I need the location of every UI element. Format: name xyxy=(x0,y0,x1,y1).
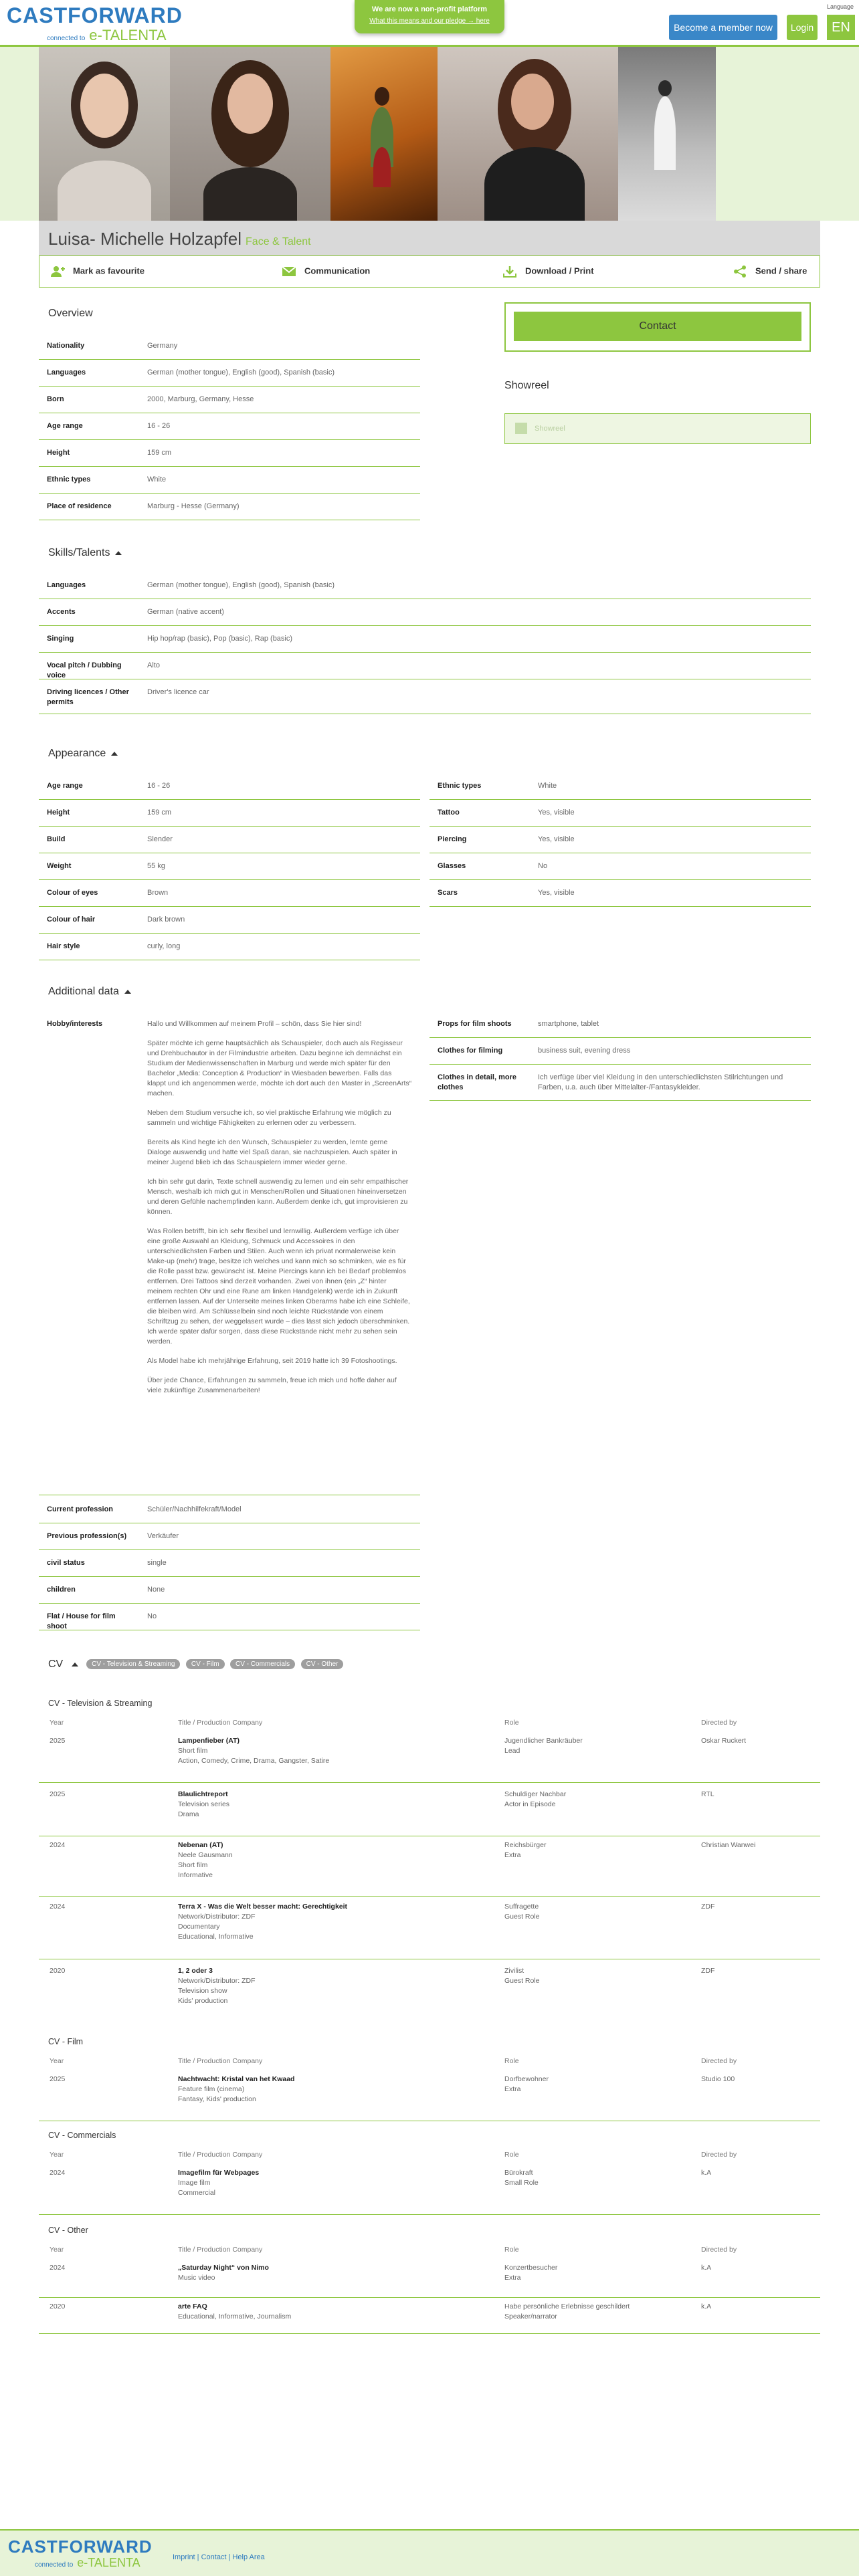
bio-paragraph: Hallo und Willkommen auf meinem Profil – schön, dass Sie hier sind! xyxy=(147,1020,362,1028)
row-value: 55 kg xyxy=(147,862,165,870)
row-key: civil status xyxy=(47,1559,85,1567)
row-key: Languages xyxy=(47,368,86,377)
appearance-row xyxy=(39,808,420,827)
cv-role: Jugendlicher Bankräuber xyxy=(504,1737,583,1745)
row-value: Brown xyxy=(147,889,169,897)
row-key: Colour of hair xyxy=(47,916,96,924)
overview-row xyxy=(39,421,420,440)
cv-director: k.A xyxy=(701,2302,712,2311)
profile-photo-3[interactable] xyxy=(330,47,438,221)
action-bar xyxy=(39,255,820,288)
row-value: business suit, evening dress xyxy=(538,1047,631,1055)
appearance-row xyxy=(39,781,420,800)
row-value: smartphone, tablet xyxy=(538,1020,599,1028)
row-key: Clothes in detail, more clothes xyxy=(438,1073,516,1091)
row-key: Accents xyxy=(47,608,76,616)
cv-director: Studio 100 xyxy=(701,2075,735,2083)
col-role: Role xyxy=(504,2151,519,2159)
additional-row xyxy=(430,1019,811,1038)
cv-year: 2025 xyxy=(50,2075,66,2083)
profile-name-text: Luisa- Michelle Holzapfel xyxy=(48,229,242,249)
footer xyxy=(0,2529,859,2576)
overview-title: Overview xyxy=(48,308,93,319)
castforward-logo[interactable] xyxy=(7,4,183,44)
send-share-label: Send / share xyxy=(755,265,807,276)
cv-line: Music video xyxy=(178,2274,215,2282)
cv-entry xyxy=(39,2263,820,2298)
col-title: Title / Production Company xyxy=(178,2057,263,2065)
cv-director: k.A xyxy=(701,2264,712,2272)
cv-entry xyxy=(39,2074,820,2121)
logo-main-text: CASTFORWARD xyxy=(7,3,183,27)
profile-name xyxy=(48,229,311,249)
row-value: Yes, visible xyxy=(538,835,575,843)
cv-role: Habe persönliche Erlebnisse geschildert xyxy=(504,2302,630,2311)
row-key: Scars xyxy=(438,889,458,897)
cv-line: Neele Gausmann xyxy=(178,1851,233,1859)
row-value: Ich verfüge über viel Kleidung in den unterschiedlichsten Stilrichtungen und Farben, u.a. auch über Mittelalter-/Fantasykleider. xyxy=(538,1073,783,1091)
skills-toggle[interactable] xyxy=(48,547,122,559)
cv-entry xyxy=(39,2168,820,2215)
cv-line: Documentary xyxy=(178,1923,220,1931)
row-value: German (native accent) xyxy=(147,608,224,616)
row-key: Colour of eyes xyxy=(47,889,98,897)
footer-logo-connected: connected to xyxy=(35,2561,74,2569)
col-role: Role xyxy=(504,1719,519,1727)
row-value: 2000, Marburg, Germany, Hesse xyxy=(147,395,254,403)
cv-role-type: Guest Role xyxy=(504,1977,540,1985)
overview-row xyxy=(39,502,420,520)
cv-line: Drama xyxy=(178,1810,199,1818)
appearance-row xyxy=(430,861,811,880)
cv-role: Dorfbewohner xyxy=(504,2075,549,2083)
cv-title-text: 1, 2 oder 3 xyxy=(178,1967,213,1975)
cv-line: Television show xyxy=(178,1987,227,1995)
cv-year: 2024 xyxy=(50,1841,66,1849)
footer-logo-talenta: e-TALENTA xyxy=(77,2556,140,2569)
cv-year: 2020 xyxy=(50,1967,66,1975)
bio-paragraph: Später möchte ich gerne hauptsächlich als Schauspieler, doch auch als Regisseur und Drehbuchautor in der Filmindustrie arbeiten. Dazu beginne ich demnächst ein Studium der Medienwissenschaften in Marburg und werde mich später für den Bachelor „Media: Conception & Production“ in Wiesbaden bewerben. Falls das klappt und ich angenommen werde, möchte ich dort auch den Master in „ScreenArts“ machen. xyxy=(147,1039,412,1097)
cv-pill-television[interactable]: CV - Television & Streaming xyxy=(86,1659,180,1669)
row-key: Ethnic types xyxy=(47,475,91,484)
row-value: White xyxy=(147,475,167,484)
add-person-icon xyxy=(50,265,65,278)
cv-line: Educational, Informative, Journalism xyxy=(178,2313,292,2321)
hobbies-label: Hobby/interests xyxy=(47,1020,103,1028)
cv-title-text: Nebenan (AT) xyxy=(178,1841,223,1849)
cv-line: Informative xyxy=(178,1871,213,1879)
cv-line: Kids' production xyxy=(178,1997,228,2005)
caret-up-icon xyxy=(111,752,118,756)
row-key: Height xyxy=(47,809,70,817)
cv-role-type: Speaker/narrator xyxy=(504,2313,557,2321)
col-title: Title / Production Company xyxy=(178,2246,263,2254)
profile-photo-4[interactable] xyxy=(438,47,618,221)
film-icon xyxy=(514,422,528,435)
additional-row xyxy=(39,1531,420,1550)
cv-line: Television series xyxy=(178,1800,230,1808)
notice-link[interactable]: What this means and our pledge → here xyxy=(369,17,490,25)
row-value: 159 cm xyxy=(147,449,172,457)
bio-paragraph: Neben dem Studium versuche ich, so viel praktische Erfahrung wie möglich zu sammeln und wichtige Fähigkeiten zu erlernen oder zu verbessern. xyxy=(147,1109,391,1127)
row-key: Born xyxy=(47,395,64,403)
download-print-label: Download / Print xyxy=(525,265,594,276)
caret-up-icon[interactable] xyxy=(72,1662,78,1667)
row-value: single xyxy=(147,1559,167,1567)
appearance-title: Appearance xyxy=(48,748,106,759)
cv-director: ZDF xyxy=(701,1903,715,1911)
row-value: curly, long xyxy=(147,942,181,950)
row-value: 16 - 26 xyxy=(147,782,171,790)
appearance-row xyxy=(39,888,420,907)
row-key: Age range xyxy=(47,422,83,430)
overview-row xyxy=(39,475,420,494)
cv-year: 2024 xyxy=(50,2264,66,2272)
skills-row xyxy=(39,580,811,599)
communication-label: Communication xyxy=(304,265,371,276)
cv-line: Fantasy, Kids' production xyxy=(178,2095,256,2103)
caret-up-icon xyxy=(124,990,131,994)
row-key: Props for film shoots xyxy=(438,1020,512,1028)
profile-photo-5[interactable] xyxy=(618,47,716,221)
top-bar xyxy=(0,0,859,47)
appearance-row xyxy=(430,835,811,853)
additional-row xyxy=(39,1505,420,1523)
notice-title: We are now a non-profit platform xyxy=(371,5,488,13)
cv-section-title: CV - Commercials xyxy=(48,2131,116,2140)
row-key: Place of residence xyxy=(47,502,112,510)
share-icon xyxy=(733,265,747,278)
profile-photo-1[interactable] xyxy=(39,47,170,221)
row-value: None xyxy=(147,1586,165,1594)
language-label: Language xyxy=(827,3,854,10)
row-key: Age range xyxy=(47,782,83,790)
photo-gallery xyxy=(39,47,820,221)
overview-row xyxy=(39,368,420,387)
login-button[interactable]: Login xyxy=(787,15,818,40)
row-value: Slender xyxy=(147,835,173,843)
overview-row xyxy=(39,341,420,360)
cv-entry xyxy=(39,1902,820,1959)
logo-talenta-text: e-TALENTA xyxy=(89,27,167,43)
cv-role: Konzertbesucher xyxy=(504,2264,558,2272)
bio-paragraph: Bereits als Kind hegte ich den Wunsch, Schauspieler zu werden, lernte gerne Dialoge auswendig und hatte viel Spaß daran, sie nachzuspielen. Auch später in meiner Jugend blieb ich das Schauspielern immer wieder gerne. xyxy=(147,1138,397,1166)
col-year: Year xyxy=(50,2151,64,2159)
appearance-row xyxy=(430,781,811,800)
appearance-row xyxy=(39,915,420,934)
skills-row xyxy=(39,634,811,653)
language-select[interactable]: EN xyxy=(827,15,855,40)
skills-row xyxy=(39,687,811,714)
cv-role: Suffragette xyxy=(504,1903,539,1911)
row-key: children xyxy=(47,1586,76,1594)
cv-title-text: Imagefilm für Webpages xyxy=(178,2169,260,2177)
appearance-row xyxy=(430,888,811,907)
cv-role-type: Extra xyxy=(504,2274,521,2282)
cv-line: Commercial xyxy=(178,2189,216,2197)
cv-role-type: Extra xyxy=(504,1851,521,1859)
skills-row xyxy=(39,661,811,679)
cv-role: Bürokraft xyxy=(504,2169,533,2177)
cv-section-title: CV - Other xyxy=(48,2226,88,2235)
cv-line: Short film xyxy=(178,1861,208,1869)
bio-paragraph: Ich bin sehr gut darin, Texte schnell auswendig zu lernen und ein sehr empathischer Mensch, weshalb ich mich gut in Menschen/Rollen und Situationen hineinversetzen und deren Gefühle nachempfinden kann. Außerdem denke ich, gut improvisieren zu können. xyxy=(147,1178,409,1216)
cv-director: ZDF xyxy=(701,1967,715,1975)
cv-line: Action, Comedy, Crime, Drama, Gangster, Satire xyxy=(178,1757,330,1765)
cv-director: k.A xyxy=(701,2169,712,2177)
col-directed: Directed by xyxy=(701,1719,737,1727)
col-title: Title / Production Company xyxy=(178,1719,263,1727)
cv-entry xyxy=(39,1966,820,2024)
col-year: Year xyxy=(50,1719,64,1727)
row-key: Clothes for filming xyxy=(438,1047,503,1055)
showreel-placeholder: Showreel xyxy=(535,425,565,433)
cv-entry xyxy=(39,2302,820,2334)
cv-line: Short film xyxy=(178,1747,208,1755)
additional-row xyxy=(39,1558,420,1577)
contact-button[interactable]: Contact xyxy=(514,312,801,341)
row-key: Driving licences / Other permits xyxy=(47,688,129,706)
row-key: Height xyxy=(47,449,70,457)
cv-role: Reichsbürger xyxy=(504,1841,547,1849)
row-key: Current profession xyxy=(47,1505,114,1513)
cv-director: Oskar Ruckert xyxy=(701,1737,747,1745)
cv-pill-film[interactable]: CV - Film xyxy=(186,1659,225,1669)
row-key: Ethnic types xyxy=(438,782,482,790)
additional-row xyxy=(430,1046,811,1065)
cv-title-text: Nachtwacht: Kristal van het Kwaad xyxy=(178,2075,295,2083)
cv-role-type: Actor in Episode xyxy=(504,1800,556,1808)
row-value: Marburg - Hesse (Germany) xyxy=(147,502,240,510)
cv-line: Image film xyxy=(178,2179,211,2187)
cv-director: RTL xyxy=(701,1790,714,1798)
row-value: 16 - 26 xyxy=(147,422,171,430)
row-value: No xyxy=(147,1612,157,1620)
cv-entry xyxy=(39,1790,820,1836)
cv-line: Educational, Informative xyxy=(178,1933,254,1941)
skills-title: Skills/Talents xyxy=(48,547,110,558)
col-directed: Directed by xyxy=(701,2151,737,2159)
row-key: Build xyxy=(47,835,66,843)
additional-row xyxy=(39,1585,420,1604)
cv-title-text: arte FAQ xyxy=(178,2302,207,2311)
row-value: Dark brown xyxy=(147,916,185,924)
download-print-button[interactable] xyxy=(502,265,594,278)
row-key: Previous profession(s) xyxy=(47,1532,127,1540)
row-key: Hair style xyxy=(47,942,80,950)
row-value: White xyxy=(538,782,557,790)
col-role: Role xyxy=(504,2057,519,2065)
profile-category: Face & Talent xyxy=(246,236,311,247)
appearance-toggle[interactable] xyxy=(48,748,118,760)
profile-photo-2[interactable] xyxy=(170,47,330,221)
cv-title-text: Lampenfieber (AT) xyxy=(178,1737,240,1745)
cv-director: Christian Wanwei xyxy=(701,1841,756,1849)
row-value: Alto xyxy=(147,661,160,669)
hobbies-text xyxy=(147,1019,412,1405)
cv-title-text: Terra X - Was die Welt besser macht: Gerechtigkeit xyxy=(178,1903,348,1911)
showreel-player[interactable] xyxy=(504,413,811,444)
footer-logo[interactable] xyxy=(8,2537,153,2570)
envelope-icon xyxy=(282,265,296,278)
row-key: Singing xyxy=(47,635,74,643)
additional-title: Additional data xyxy=(48,986,119,997)
showreel-title: Showreel xyxy=(504,380,549,391)
bio-paragraph: Was Rollen betrifft, bin ich sehr flexibel und lernwillig. Außerdem verfüge ich über eine große Auswahl an Kleidung, Schmuck und Accessoires in den unterschiedlichsten Farben und Stilen. Auch wenn ich privat normalerweise kein Make-up (mehr) trage, besitze ich welches und kann mich so schminken, wie es für die Rolle passt bzw. gewünscht ist. Meine Piercings kann ich bei Bedarf problemlos entfernen. Drei Tattoos sind derzeit vorhanden. Zwei von ihnen (ein „Z“ hinter meinem rechten Ohr und eine Rune am linken Handgelenk) werde ich in Zukunft entfernen lassen. Auf der Unterseite meines linken Oberarms habe ich eine Schleife, die bleiben wird. Am Schlüsselbein sind noch leichte Rückstände von einem Schriftzug zu sehen, der weggelasert wurde – dies lässt sich jedoch überschminken. Ich werde später dafür sorgen, dass diese Rückstände nicht mehr zu sehen sein werden. xyxy=(147,1227,410,1346)
cv-section-title: CV - Television & Streaming xyxy=(48,1699,153,1708)
cv-year: 2025 xyxy=(50,1737,66,1745)
skills-row xyxy=(39,607,811,626)
cv-section-title: CV - Film xyxy=(48,2037,84,2046)
row-value: No xyxy=(538,862,548,870)
row-value: Hip hop/rap (basic), Pop (basic), Rap (basic) xyxy=(147,635,293,643)
row-key: Tattoo xyxy=(438,809,460,817)
appearance-row xyxy=(430,808,811,827)
row-value: Verkäufer xyxy=(147,1532,179,1540)
appearance-row xyxy=(39,861,420,880)
appearance-row xyxy=(39,835,420,853)
cv-role: Zivilist xyxy=(504,1967,524,1975)
footer-links[interactable]: Imprint | Contact | Help Area xyxy=(173,2553,265,2561)
send-share-button[interactable] xyxy=(733,265,807,278)
col-year: Year xyxy=(50,2246,64,2254)
row-value: Germany xyxy=(147,342,178,350)
cv-line: Feature film (cinema) xyxy=(178,2085,245,2093)
col-directed: Directed by xyxy=(701,2246,737,2254)
row-key: Piercing xyxy=(438,835,467,843)
col-role: Role xyxy=(504,2246,519,2254)
row-key: Flat / House for film shoot xyxy=(47,1612,116,1630)
cv-pill-commercials[interactable]: CV - Commercials xyxy=(230,1659,295,1669)
appearance-row xyxy=(39,942,420,960)
overview-row xyxy=(39,395,420,413)
cv-pill-other[interactable]: CV - Other xyxy=(301,1659,344,1669)
cv-role-type: Extra xyxy=(504,2085,521,2093)
name-bar xyxy=(39,221,820,255)
cv-entry xyxy=(39,1736,820,1783)
nonprofit-notice xyxy=(355,0,504,33)
row-value: German (mother tongue), English (good), Spanish (basic) xyxy=(147,368,335,377)
cv-year: 2024 xyxy=(50,1903,66,1911)
bio-paragraph: Als Model habe ich mehrjährige Erfahrung, seit 2019 hatte ich 39 Fotoshootings. xyxy=(147,1357,397,1365)
row-key: Weight xyxy=(47,862,72,870)
col-year: Year xyxy=(50,2057,64,2065)
become-member-button[interactable]: Become a member now xyxy=(669,15,777,40)
additional-row xyxy=(430,1073,811,1101)
col-directed: Directed by xyxy=(701,2057,737,2065)
cv-role-type: Lead xyxy=(504,1747,520,1755)
row-key: Glasses xyxy=(438,862,466,870)
cv-entry xyxy=(39,1840,820,1897)
cv-line: Network/Distributor: ZDF xyxy=(178,1977,256,1985)
caret-up-icon xyxy=(115,551,122,555)
logo-connected-text: connected to xyxy=(47,35,86,42)
contact-box xyxy=(504,302,811,352)
overview-row xyxy=(39,448,420,467)
cv-title: CV xyxy=(48,1658,64,1670)
communication-button[interactable] xyxy=(282,265,370,278)
additional-toggle[interactable] xyxy=(48,986,131,998)
row-key: Languages xyxy=(47,581,86,589)
cv-title-text: Blaulichtreport xyxy=(178,1790,228,1798)
col-title: Title / Production Company xyxy=(178,2151,263,2159)
mark-favourite-label: Mark as favourite xyxy=(73,265,145,276)
footer-logo-main: CASTFORWARD xyxy=(8,2537,153,2557)
bio-paragraph: Über jede Chance, Erfahrungen zu sammeln, freue ich mich und hoffe daher auf viele zukünftige Zusammenarbeiten! xyxy=(147,1376,397,1394)
row-key: Nationality xyxy=(47,342,85,350)
cv-line: Network/Distributor: ZDF xyxy=(178,1913,256,1921)
row-value: Schüler/Nachhilfekraft/Model xyxy=(147,1505,242,1513)
row-key: Vocal pitch / Dubbing voice xyxy=(47,661,122,679)
mark-favourite-button[interactable] xyxy=(50,265,145,278)
cv-header xyxy=(48,1658,343,1671)
row-value: 159 cm xyxy=(147,809,172,817)
row-value: Yes, visible xyxy=(538,809,575,817)
cv-role: Schuldiger Nachbar xyxy=(504,1790,567,1798)
cv-year: 2025 xyxy=(50,1790,66,1798)
cv-year: 2020 xyxy=(50,2302,66,2311)
additional-row xyxy=(39,1612,420,1630)
download-icon xyxy=(502,265,517,278)
cv-title-text: „Saturday Night“ von Nimo xyxy=(178,2264,269,2272)
row-value: German (mother tongue), English (good), Spanish (basic) xyxy=(147,581,335,589)
row-value: Driver's licence car xyxy=(147,688,209,696)
row-value: Yes, visible xyxy=(538,889,575,897)
cv-role-type: Guest Role xyxy=(504,1913,540,1921)
cv-role-type: Small Role xyxy=(504,2179,539,2187)
cv-year: 2024 xyxy=(50,2169,66,2177)
